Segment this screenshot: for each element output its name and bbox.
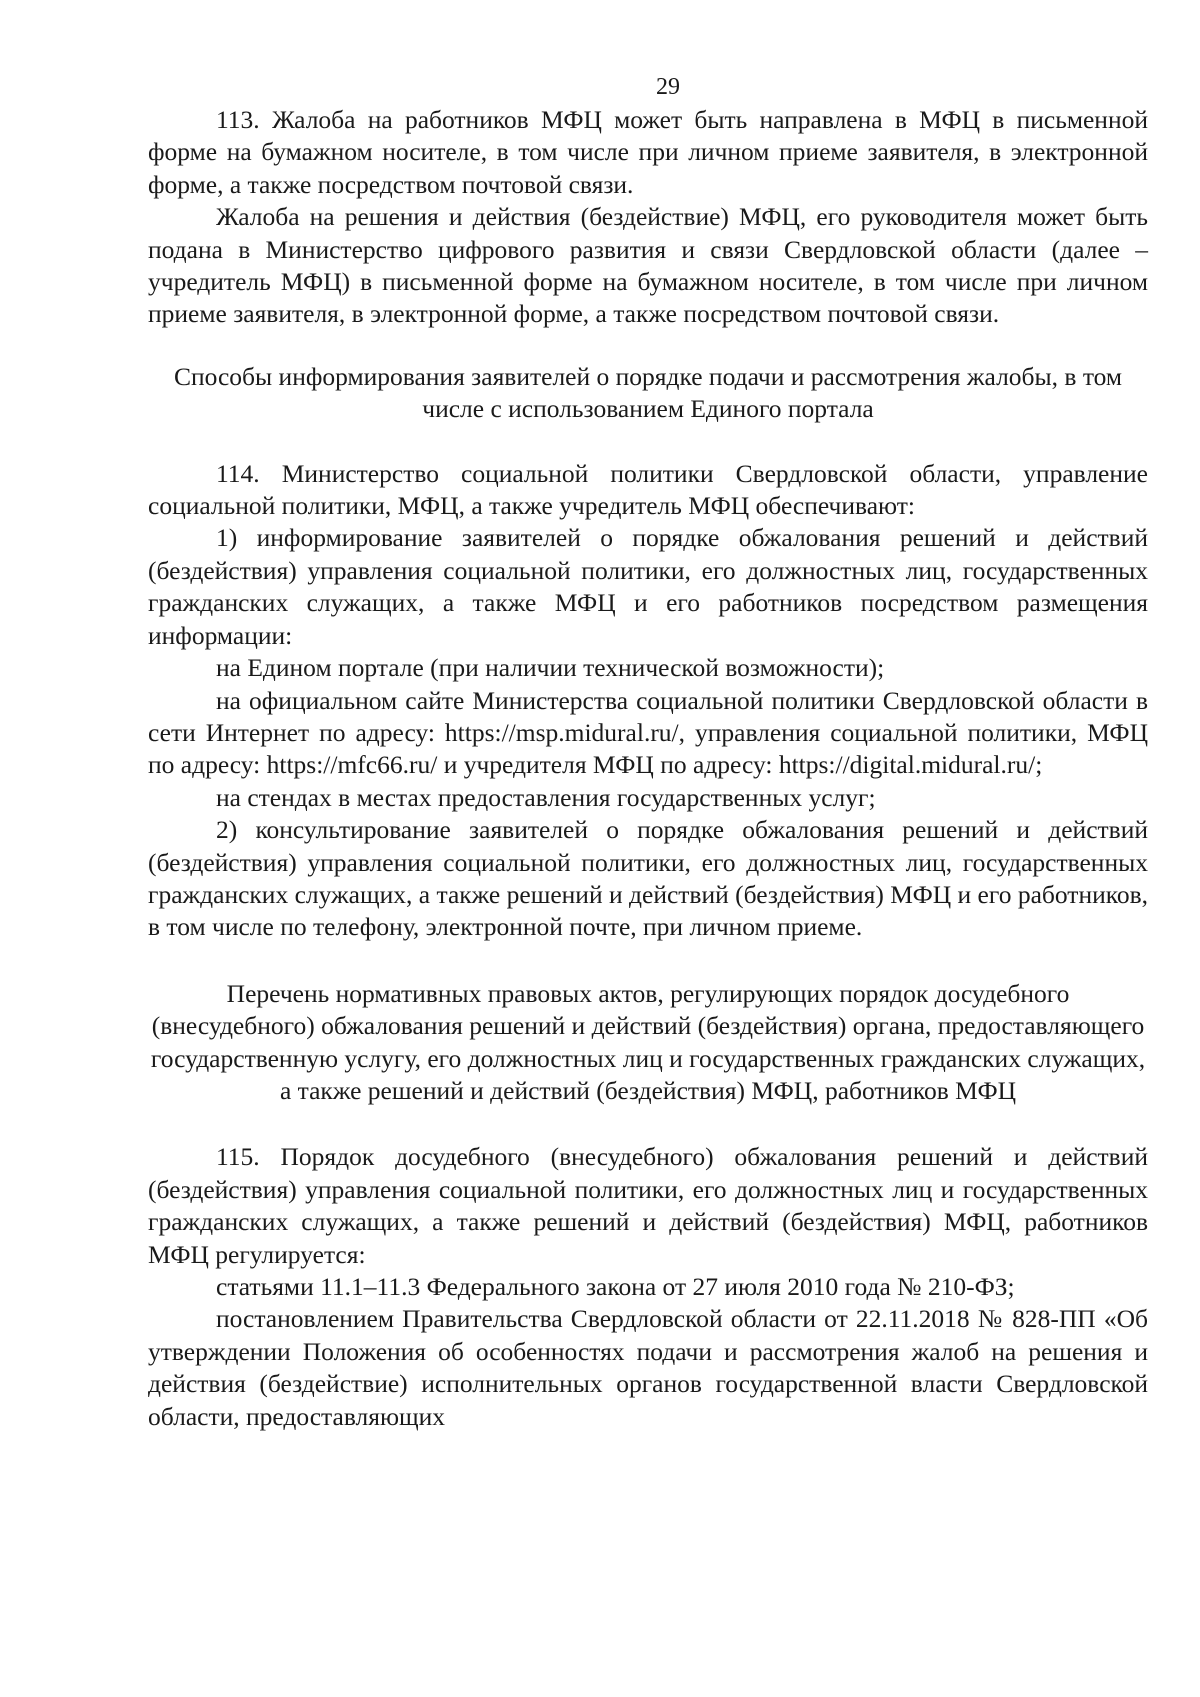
paragraph-114-unified-portal: на Едином портале (при наличии технической возможности); <box>216 653 885 683</box>
paragraph-115-intro: 115. Порядок досудебного (внесудебного) обжалования решений и действий (бездействия) управления социальной политики, его должностных лиц и государственных гражданских служащих, а также решений и действий (бездействия) МФЦ, работников МФЦ регулируется: <box>148 1142 1148 1269</box>
paragraph-114-stands: на стендах в местах предоставления государственных услуг; <box>216 782 876 812</box>
paragraph-114-official-sites: на официальном сайте Министерства социальной политики Свердловской области в сети Интернет по адресу: https://msp.midural.ru/, управления социальной политики, МФЦ по адресу: https://mfc66.ru/ и учредителя МФЦ по адресу: https://digital.midural.ru/; <box>148 685 1148 780</box>
document-page <box>148 70 1148 1433</box>
paragraph-114-item-2: 2) консультирование заявителей о порядке обжалования решений и действий (бездействия) управления социальной политики, его должностных лиц, государственных гражданских служащих, а также решений и действий (бездействия) МФЦ и его работников, в том числе по телефону, электронной почте, при личном приеме. <box>148 815 1148 942</box>
paragraph-115-government-resolution: постановлением Правительства Свердловской области от 22.11.2018 № 828-ПП «Об утверждении Положения об особенностях подачи и рассмотрения жалоб на решения и действия (бездействие) исполнительных органов государственной власти Свердловской области, предоставляющих <box>148 1304 1148 1431</box>
paragraph-113-complaint-mfc-workers: 113. Жалоба на работников МФЦ может быть направлена в МФЦ в письменной форме на бумажном носителе, в том числе при личном приеме заявителя, в электронной форме, а также посредством почтовой связи. <box>148 105 1148 199</box>
section-heading-legal-acts: Перечень нормативных правовых актов, регулирующих порядок досудебного (внесудебного) обжалования решений и действий (бездействия) органа, предоставляющего государственную услугу, его должностных лиц и государственных гражданских служащих, а также решений и действий (бездействия) МФЦ, работников МФЦ <box>150 978 1146 1105</box>
page-number: 29 <box>656 74 680 100</box>
paragraph-114-item-1: 1) информирование заявителей о порядке обжалования решений и действий (бездействия) управления социальной политики, его должностных лиц, государственных гражданских служащих, а также МФЦ и его работников посредством размещения информации: <box>148 523 1148 650</box>
paragraph-115-federal-law: статьями 11.1–11.3 Федерального закона от 27 июля 2010 года № 210-ФЗ; <box>216 1272 1015 1301</box>
section-heading-informing-methods: Способы информирования заявителей о порядке подачи и рассмотрения жалобы, в том числе с использованием Единого портала <box>173 361 1123 424</box>
paragraph-114-intro: 114. Министерство социальной политики Свердловской области, управление социальной политики, МФЦ, а также учредитель МФЦ обеспечивают: <box>148 458 1148 521</box>
paragraph-complaint-mfc-decisions: Жалоба на решения и действия (бездействие) МФЦ, его руководителя может быть подана в Министерство цифрового развития и связи Свердловской области (далее – учредитель МФЦ) в письменной форме на бумажном носителе, в том числе при личном приеме заявителя, в электронной форме, а также посредством почтовой связи. <box>148 202 1148 329</box>
